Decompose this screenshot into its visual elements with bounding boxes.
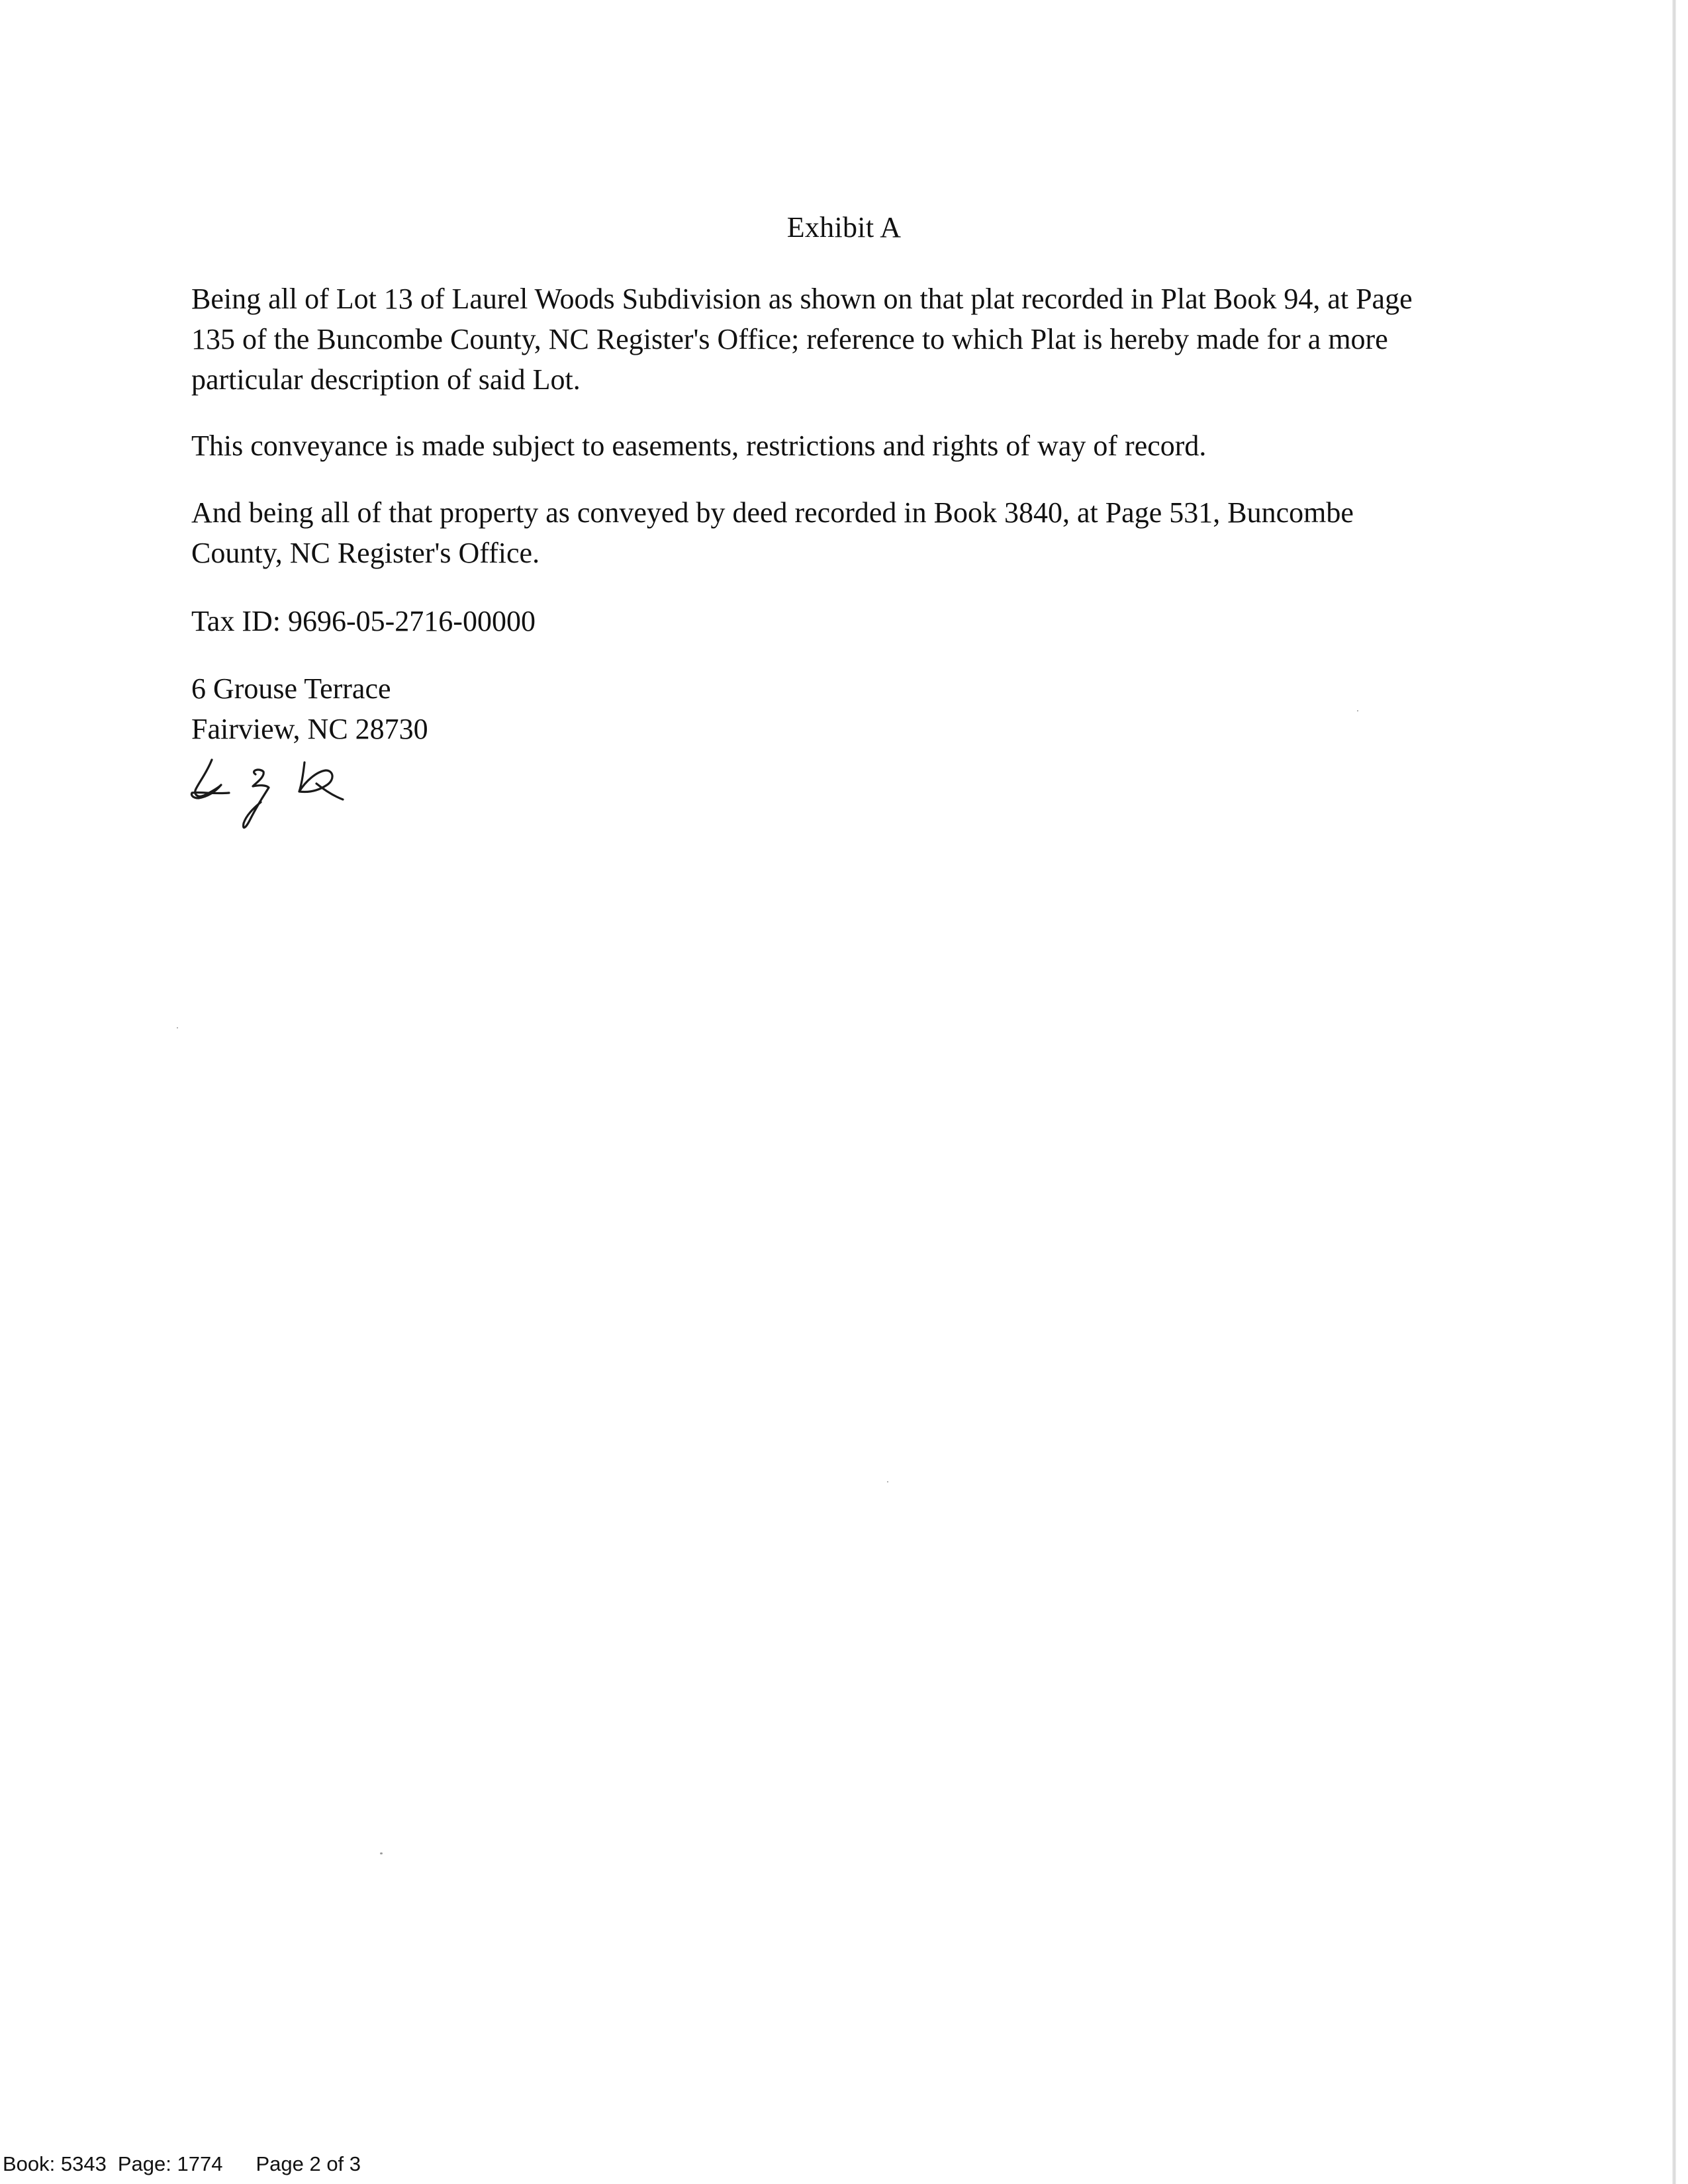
footer-page: Page: 1774 bbox=[117, 2152, 223, 2175]
footer-book: Book: 5343 bbox=[3, 2152, 107, 2175]
legal-description-paragraph bbox=[191, 279, 1482, 400]
footer-page-of: Page 2 of 3 bbox=[256, 2152, 361, 2175]
scan-speck bbox=[887, 1481, 888, 1482]
tax-id-text: Tax ID: 9696-05-2716-00000 bbox=[191, 605, 536, 637]
paragraph-line: This conveyance is made subject to easements, restrictions and rights of way of record. bbox=[191, 430, 1207, 462]
paragraph-line: 135 of the Buncombe County, NC Register's Office; reference to which Plat is hereby made for a more bbox=[191, 323, 1388, 355]
tax-id bbox=[191, 601, 1482, 641]
paragraph-line: County, NC Register's Office. bbox=[191, 537, 540, 569]
address-street: 6 Grouse Terrace bbox=[191, 672, 391, 705]
paragraph-line: And being all of that property as conveyed by deed recorded in Book 3840, at Page 531, Buncombe bbox=[191, 496, 1354, 529]
recording-footer bbox=[3, 2152, 361, 2176]
prior-deed-paragraph bbox=[191, 492, 1482, 573]
easements-paragraph bbox=[191, 426, 1482, 466]
scan-edge bbox=[1672, 0, 1676, 2184]
paragraph-line: Being all of Lot 13 of Laurel Woods Subdivision as shown on that plat recorded in Plat Book 94, at Page bbox=[191, 283, 1413, 315]
exhibit-title: Exhibit A bbox=[786, 211, 902, 244]
scan-speck bbox=[177, 1027, 178, 1028]
handwritten-initials bbox=[187, 754, 359, 841]
scan-speck bbox=[380, 1852, 383, 1854]
paragraph-line: particular description of said Lot. bbox=[191, 363, 581, 396]
address-city-state-zip: Fairview, NC 28730 bbox=[191, 713, 428, 745]
property-address bbox=[191, 668, 1482, 749]
scan-speck bbox=[1357, 710, 1358, 711]
